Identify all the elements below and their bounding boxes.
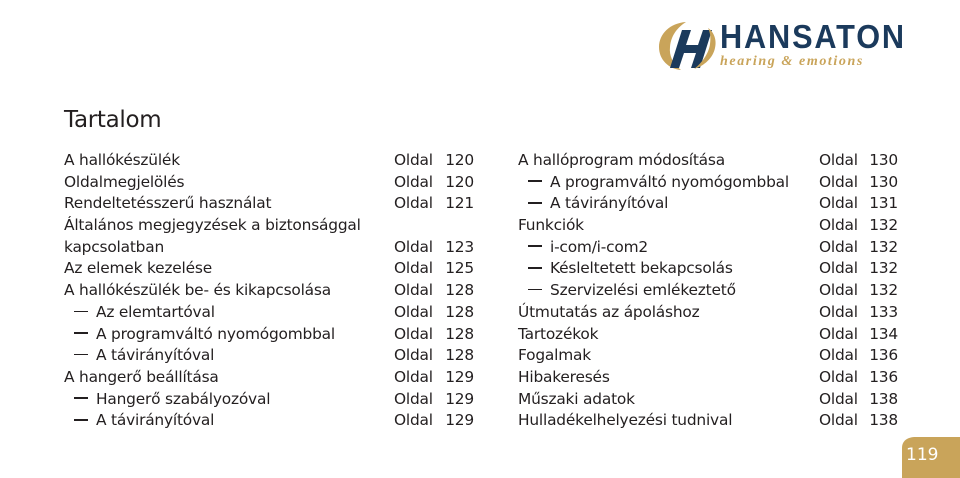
toc-entry-oldal: Oldal [394,302,433,321]
page-number-badge [894,434,960,478]
toc-entry-text: Oldalmegjelölés [64,172,185,191]
toc-entry-oldal: Oldal [394,324,433,343]
toc-entry [64,410,474,432]
toc-entry-text: A hallókészülék [64,151,180,169]
toc-entry-label [64,172,184,194]
toc-entry-text: A hangerő beállítása [64,367,219,386]
toc-entry [64,150,474,172]
dash-bullet-icon [74,332,88,334]
toc-entry-text: Fogalmak [518,346,591,365]
toc-entry-page: 125 [445,259,474,278]
toc-entry-text: Az elemtartóval [96,302,215,321]
toc-entry-label [64,258,212,280]
toc-entry-page: 132 [869,237,898,256]
toc-entry-label [528,193,668,215]
toc-entry-text: Hibakeresés [518,367,610,386]
hansaton-h-emblem-icon [656,18,720,74]
toc-entry-oldal: Oldal [394,411,433,430]
dash-bullet-icon [528,245,542,247]
toc-entry-oldal: Oldal [819,172,858,191]
toc-entry-page: 120 [445,172,474,191]
toc-entry [518,324,898,346]
toc-entry [64,215,474,237]
toc-entry-text: Útmutatás az ápoláshoz [518,302,700,321]
toc-entry [518,410,898,432]
toc-entry-oldal: Oldal [819,389,858,408]
toc-entry-label [528,172,789,194]
toc-entry-oldal: Oldal [819,411,858,430]
toc-entry-page: 138 [869,389,898,408]
toc-left-column [64,150,474,432]
toc-entry [64,193,474,215]
toc-entry-page: 129 [445,389,474,408]
toc-entry [518,150,898,172]
toc-entry-text: Tartozékok [518,324,599,343]
hansaton-logo [656,18,906,74]
toc-entry-page: 132 [869,281,898,300]
toc-entry-text: kapcsolatban [64,237,165,256]
toc-entry-label [74,324,335,346]
toc-entry [64,302,474,324]
toc-entry-text: A távirányítóval [96,411,215,430]
toc-entry-label [528,258,733,280]
toc-entry-label [74,345,214,367]
toc-entry-label [518,324,598,346]
toc-entry-oldal: Oldal [819,216,858,235]
toc-entry-text: Általános megjegyzések a biztonsággal [64,216,361,235]
toc-entry-text: Hangerő szabályozóval [96,389,271,408]
toc-entry-oldal: Oldal [819,367,858,386]
toc-entry-oldal: Oldal [394,172,433,191]
toc-entry-oldal: Oldal [394,389,433,408]
toc-entry [64,280,474,302]
toc-entry-text: A távirányítóval [96,346,215,365]
toc-entry-label [64,280,331,302]
toc-entry-label [518,410,732,432]
toc-entry-page: 130 [869,172,898,191]
toc-entry-oldal: Oldal [819,237,858,256]
toc-entry-page: 132 [869,216,898,235]
toc-right-column [518,150,898,432]
toc-entry-text: Szervizelési emlékeztető [550,281,736,300]
toc-entry-page: 136 [869,367,898,386]
toc-entry-text: Késleltetett bekapcsolás [550,259,733,278]
toc-entry-page: 128 [445,324,474,343]
brand-tagline: hearing & emotions [720,54,864,69]
toc-entry-oldal: Oldal [819,194,858,213]
toc-entry-label [518,367,610,389]
toc-entry-label [64,367,219,389]
toc-entry-page: 121 [445,194,474,213]
toc-entry-label [64,150,180,172]
toc-entry-page: 120 [445,151,474,169]
toc-entry-page: 128 [445,346,474,365]
toc-entry-text: Hulladékelhelyezési tudnival [518,411,733,430]
toc-entry-text: A hallóprogram módosítása [518,151,725,169]
toc-entry-text: A távirányítóval [550,194,669,213]
toc-entry-label [74,410,214,432]
toc-entry-oldal: Oldal [394,367,433,386]
toc-entry-text: Műszaki adatok [518,389,635,408]
dash-bullet-icon [528,202,542,204]
toc-entry-oldal: Oldal [819,151,858,169]
dash-bullet-icon [74,419,88,421]
dash-bullet-icon [528,180,542,182]
toc-entry [64,172,474,194]
toc-entry-text: Az elemek kezelése [64,259,212,278]
toc-entry-page: 132 [869,259,898,278]
toc-entry-label [64,215,361,237]
toc-entry-oldal: Oldal [394,237,433,256]
toc-entry-page: 133 [869,302,898,321]
toc-entry [518,258,898,280]
toc-entry-page: 138 [869,411,898,430]
toc-entry-label [64,237,164,259]
dash-bullet-icon [74,354,88,356]
toc-entry-page: 131 [869,194,898,213]
toc-entry [64,324,474,346]
toc-entry-oldal: Oldal [394,281,433,300]
toc-entry-oldal: Oldal [394,194,433,213]
toc-entry-text: i-com/i-com2 [550,237,648,256]
toc-entry-label [518,345,591,367]
toc-entry-page: 136 [869,346,898,365]
brand-name: HANSATON [720,18,906,55]
toc-entry-text: Rendeltetésszerű használat [64,194,272,213]
toc-entry-page: 129 [445,367,474,386]
page-number: 119 [906,445,939,465]
toc-entry [518,215,898,237]
toc-entry-page: 123 [445,237,474,256]
toc-entry-label [74,389,270,411]
toc-entry [64,237,474,259]
toc-entry [518,389,898,411]
toc-entry [518,172,898,194]
toc-entry [64,345,474,367]
toc-entry-page: 130 [869,151,898,169]
page-title: Tartalom [64,107,162,133]
toc-entry-page: 134 [869,324,898,343]
toc-entry-oldal: Oldal [819,259,858,278]
toc-entry-label [518,302,699,324]
toc-entry [518,237,898,259]
toc-entry-label [74,302,215,324]
toc-entry-text: A hallókészülék be- és kikapcsolása [64,281,331,300]
dash-bullet-icon [74,311,88,313]
dash-bullet-icon [528,289,542,291]
toc-entry [518,302,898,324]
dash-bullet-icon [74,397,88,399]
toc-entry-oldal: Oldal [394,259,433,278]
toc-entry-page: 128 [445,281,474,300]
toc-entry-oldal: Oldal [819,281,858,300]
dash-bullet-icon [528,267,542,269]
toc-entry-label [518,150,725,172]
toc-entry [518,193,898,215]
toc-entry-page: 128 [445,302,474,321]
toc-entry [518,345,898,367]
toc-entry-label [518,215,584,237]
toc-entry-oldal: Oldal [394,151,433,169]
toc-entry-text: Funkciók [518,216,584,235]
toc-entry-oldal: Oldal [819,302,858,321]
toc-entry [64,367,474,389]
toc-entry-page: 129 [445,411,474,430]
toc-entry-label [528,237,648,259]
toc-entry-oldal: Oldal [394,346,433,365]
toc-entry-text: A programváltó nyomógombbal [550,172,789,191]
toc-entry-oldal: Oldal [819,324,858,343]
toc-entry-label [64,193,271,215]
toc-entry [64,258,474,280]
toc-entry-oldal: Oldal [819,346,858,365]
toc-entry [64,389,474,411]
toc-entry [518,367,898,389]
toc-entry-label [518,389,635,411]
toc-entry-label [528,280,736,302]
toc-entry-text: A programváltó nyomógombbal [96,324,335,343]
toc-entry [518,280,898,302]
